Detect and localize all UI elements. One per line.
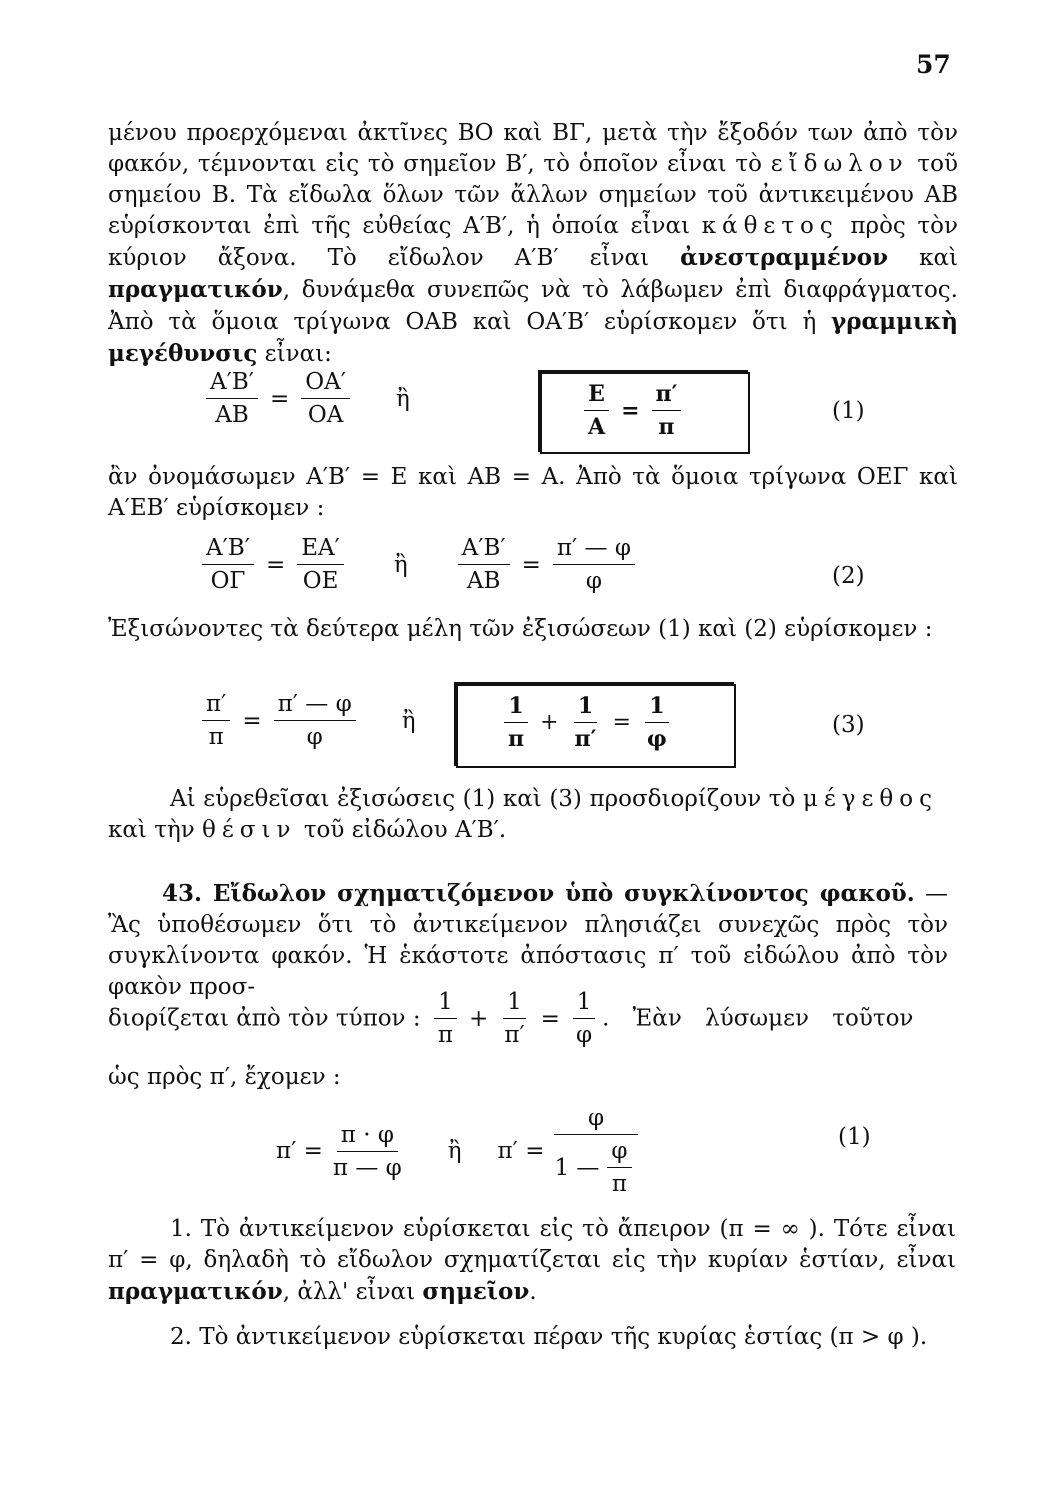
p1-bold-magnification: γραμμικὴ μεγέθυνσις [108, 308, 958, 367]
p4-text-2: καὶ τὴν [108, 817, 203, 843]
p1-text-6: εἶναι: [257, 341, 332, 367]
fraction: $\frac{\pi'}{\pi}$ [202, 690, 230, 751]
paragraph-1 [108, 118, 958, 370]
fraction: $\frac{1}{\pi}$ [504, 692, 528, 753]
or-word: ἢ [393, 551, 408, 578]
p1-text-2: τοῦ σημείου Β. Τὰ εἴδωλα ὅλων τῶν ἄλλων σημείων τοῦ ἀντικειμένου ΑΒ εὑρίσκονται ἐπὶ τῆς εὐθείας Α′Β′, ἡ ὁποία εἶναι [108, 151, 958, 239]
p1-spaced-eidolon: εἴδωλον [770, 151, 909, 177]
section-title: 43. Εἴδωλον σχηματιζόμενον ὑπὸ συγκλίνοντος φακοῦ. [162, 880, 915, 907]
equation-2 [196, 534, 641, 595]
plus-sign: + [469, 1005, 489, 1032]
equation-3 [196, 690, 455, 751]
fraction: $\frac{EA'}{OE}$ [297, 534, 344, 595]
section-text: Ἂς ὑποθέσωμεν ὅτι τὸ ἀντικείμενον πλησιάζει συνεχῶς πρὸς τὸν συγκλίνοντα φακόν. Ἡ ἑκάστοτε ἀπόστασις π′ τοῦ εἰδώλου ἀπὸ τὸν φακὸν προσ- [108, 912, 948, 1000]
equals-sign: = [540, 1005, 560, 1032]
fraction: $\frac{\pi' — \varphi}{\varphi}$ [274, 690, 356, 751]
section-dash: — [914, 881, 949, 907]
equation-label-4: (1) [838, 1124, 871, 1150]
item1-bold-real: πραγματικόν [108, 1278, 283, 1305]
p1-text-3: πρὸς τὸν κύριον ἄξονα. Τὸ εἴδωλον Α′Β′ εἶναι [108, 213, 959, 271]
equals-sign: = [521, 551, 541, 578]
equation-label-1: (1) [832, 398, 865, 424]
fraction: $\frac{\varphi}{\pi}$ [607, 1137, 631, 1198]
fraction: $\frac{1}{\pi'}$ [504, 989, 525, 1048]
fraction: $\frac{A'B'}{O\Gamma}$ [202, 534, 254, 595]
p1-bold-inverted: ἀνεστραμμένον [680, 244, 889, 271]
fraction: φ 1 — $\frac{\varphi}{\pi}$ [550, 1104, 641, 1198]
list-item-2: 2. Τὸ ἀντικείμενον εὑρίσκεται πέραν τῆς κυρίας ἑστίας (π > φ ). [170, 1324, 928, 1350]
fraction: $\frac{1}{\pi'}$ [574, 693, 597, 752]
formula-suffix: . Ἐὰν λύσωμεν τοῦτον [602, 1005, 914, 1032]
fraction: $\frac{1}{\varphi}$ [572, 988, 596, 1049]
or-word: ἢ [401, 707, 416, 734]
p1-spaced-kathetos: κάθετος [701, 213, 839, 239]
p1-bold-real: πραγματικόν [108, 276, 283, 303]
equation-1 [200, 368, 450, 429]
section-43 [108, 878, 948, 1003]
p1-text-5: , δυνάμεθα συνεπῶς νὰ τὸ λάβωμεν ἐπὶ διαφράγματος. Ἀπὸ τὰ ὅμοια τρίγωνα ΟΑΒ καὶ ΟΑ′Β′ εὑρίσκομεν ὅτι ἡ [108, 277, 958, 335]
boxed-equation-3 [456, 684, 736, 768]
item1-text-1: 1. Τὸ ἀντικείμενον εὑρίσκεται εἰς τὸ ἄπειρον (π = ∞ ). Τότε εἶναι π′ = φ, δηλαδὴ τὸ εἴδωλον σχηματίζεται εἰς τὴν κυρίαν ἑστίαν, εἶναι [108, 1216, 956, 1273]
plus-sign: + [540, 710, 559, 735]
paragraph-2: ἂν ὀνομάσωμεν Α′Β′ = Ε καὶ ΑΒ = Α. Ἀπὸ τὰ ὅμοια τρίγωνα ΟΕΓ καὶ Α′ΕΒ′ εὑρίσκομεν : [108, 464, 958, 521]
formula-prefix: διορίζεται ἀπὸ τὸν τύπον : [108, 1005, 421, 1032]
item1-text-2: , ἀλλ' εἶναι [282, 1279, 423, 1305]
p4-spaced-size: μέγεθος [802, 786, 938, 812]
equals-sign: = [269, 385, 290, 412]
fraction: $\frac{\pi' — \varphi}{\varphi}$ [553, 534, 635, 595]
fraction: $\frac{A'B'}{AB}$ [458, 534, 510, 595]
equation-label-3: (3) [832, 712, 865, 738]
fraction: $\frac{\pi'}{\pi}$ [652, 380, 682, 441]
equation-4 [276, 1104, 648, 1198]
equals-sign: = [265, 551, 286, 578]
equation-label-2: (2) [832, 563, 865, 589]
fraction: $\frac{1}{\varphi}$ [646, 693, 667, 752]
equals-sign: = [621, 397, 640, 424]
fraction: $\frac{1}{\pi}$ [434, 988, 457, 1049]
page-number: 57 [916, 50, 951, 79]
equals-sign: = [242, 707, 262, 734]
paragraph-4 [108, 784, 938, 846]
paragraph-3: Ἐξισώνοντες τὰ δεύτερα μέλη τῶν ἐξισώσεων (1) καὶ (2) εὑρίσκομεν : [108, 616, 933, 642]
p1-text-4: καὶ [888, 245, 958, 271]
item1-bold-point: σημεῖον [422, 1278, 530, 1305]
lhs: π′ = [276, 1138, 323, 1164]
p4-spaced-position: θέσιν [202, 817, 297, 843]
lhs-2: π′ = [497, 1138, 545, 1164]
or-word: ἢ [395, 385, 410, 412]
fraction: $\frac{OA'}{OA}$ [301, 368, 350, 429]
fraction: $\frac{A'B'}{AB}$ [206, 368, 258, 429]
item1-text-3: . [529, 1279, 537, 1305]
p4-text-3: τοῦ εἰδώλου Α′Β′. [296, 817, 507, 843]
boxed-equation-1 [540, 372, 750, 454]
fraction: $\frac{\pi \cdot \varphi}{\pi — \varphi}$ [332, 1121, 402, 1181]
line-with-respect: ὡς πρὸς π′, ἔχομεν : [108, 1064, 341, 1090]
p1-text-1: μένου προερχόμεναι ἀκτῖνες ΒΟ καὶ ΒΓ, μετὰ τὴν ἔξοδόν των ἀπὸ τὸν φακόν, τέμνονται εἰς τὸ σημεῖον Β′, τὸ ὁποῖον εἶναι τὸ [108, 120, 958, 177]
p4-text-1: Αἱ εὑρεθεῖσαι ἐξισώσεις (1) καὶ (3) προσδιορίζουν τὸ [170, 786, 803, 812]
formula-line [108, 988, 913, 1049]
or-word: ἢ [447, 1138, 462, 1164]
fraction: $\frac{E}{A}$ [584, 380, 609, 441]
equals-sign: = [612, 710, 631, 735]
list-item-1 [108, 1214, 956, 1308]
